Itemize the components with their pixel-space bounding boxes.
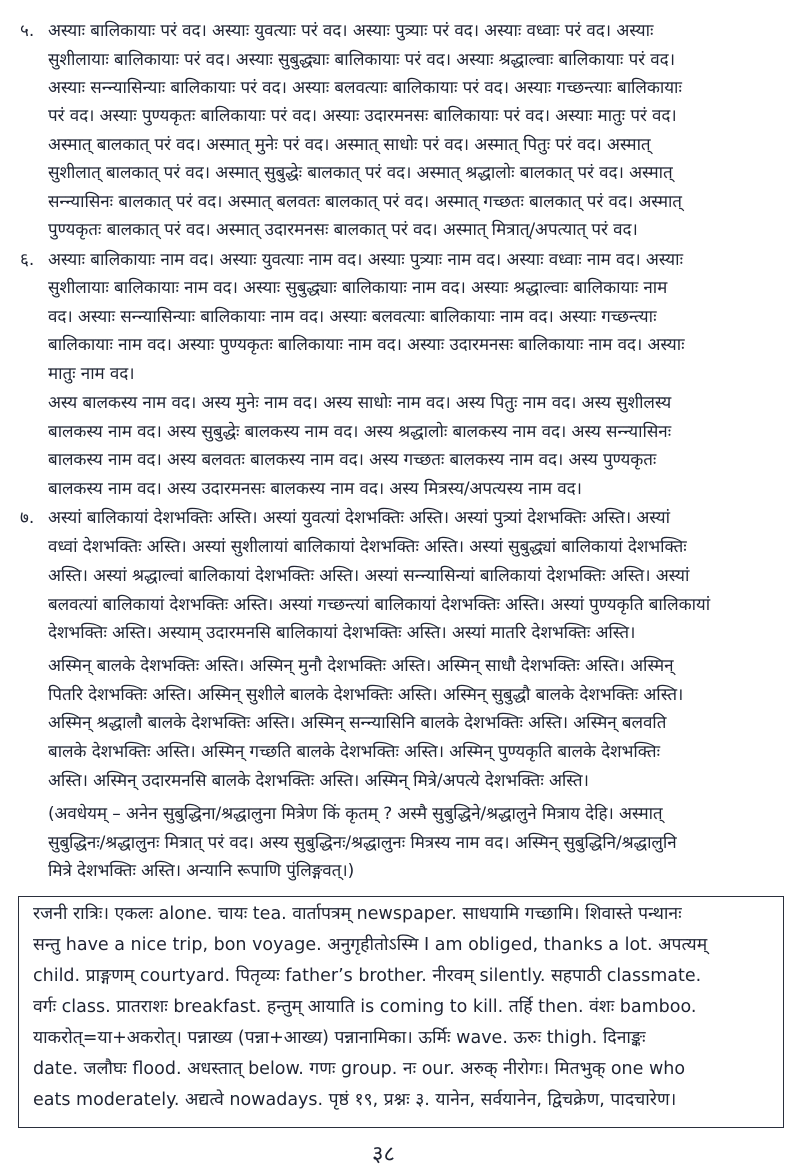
text-line: अस्मात् बालकात् परं वद। अस्मात् मुनेः परं वद। अस्मात् साधोः परं वद। अस्मात् पितुः परं वद। अस्मात् xyxy=(48,135,651,155)
section-number: ७. xyxy=(20,508,35,528)
note-line: (अवधेयम् – अनेन सुबुद्धिना/श्रद्धालुना मित्रेण किं कृतम् ? अस्मै सुबुद्धिने/श्रद्धालुने मित्राय देहि। अस्मात् xyxy=(48,804,663,824)
text-line: सुशीलायाः बालिकायाः परं वद। अस्याः सुबुद्ध्याः बालिकायाः परं वद। अस्याः श्रद्धाल्वाः बालिकायाः परं वद। xyxy=(48,50,675,70)
glossary-line: date. जलौघः flood. अधस्तात् below. गणः group. नः our. अरुक् नीरोगः। मितभुक् one who xyxy=(33,1059,686,1079)
glossary-line: child. प्राङ्गणम् courtyard. पितृव्यः father’s brother. नीरवम् silently. सहपाठी classmate. xyxy=(33,966,702,986)
glossary-line: याकरोत्=या+अकरोत्। पन्नाख्य (पन्ना+आख्य) पन्नानामिका। ऊर्मिः wave. ऊरुः thigh. दिनाङ्कः xyxy=(33,1028,646,1048)
text-line: बलवत्यां बालिकायां देशभक्तिः अस्ति। अस्यां गच्छन्त्यां बालिकायां देशभक्तिः अस्ति। अस्यां पुण्यकृति बालिकायां xyxy=(48,595,711,615)
text-line: अस्य बालकस्य नाम वद। अस्य मुनेः नाम वद। अस्य साधोः नाम वद। अस्य पितुः नाम वद। अस्य सुशीलस्य xyxy=(48,393,672,413)
text-line: अस्ति। अस्यां श्रद्धाल्वां बालिकायां देशभक्तिः अस्ति। अस्यां सन्न्यासिन्यां बालिकायां देशभक्तिः अस्ति। अस्यां xyxy=(48,566,690,586)
glossary-box xyxy=(18,896,784,1128)
text-line: बालिकायाः नाम वद। अस्याः पुण्यकृतः बालिकायाः नाम वद। अस्याः उदारमनसः बालिकायाः नाम वद। अस्याः xyxy=(48,335,685,355)
glossary-line: eats moderately. अद्यत्वे nowadays. पृष्ठं १९, प्रश्नः ३. यानेन, सर्वयानेन, द्विचक्रेण, पादचारेण। xyxy=(33,1090,677,1110)
section-number: ६. xyxy=(20,250,35,270)
section-number: ५. xyxy=(20,21,35,41)
text-line: बालकस्य नाम वद। अस्य बलवतः बालकस्य नाम वद। अस्य गच्छतः बालकस्य नाम वद। अस्य पुण्यकृतः xyxy=(48,450,657,470)
page-number: ३८ xyxy=(372,1142,395,1167)
note-line: मित्रे देशभक्तिः अस्ति। अन्यानि रूपाणि पुंलिङ्गवत्।) xyxy=(48,861,355,881)
text-line: बालकस्य नाम वद। अस्य सुबुद्धेः बालकस्य नाम वद। अस्य श्रद्धालोः बालकस्य नाम वद। अस्य सन्न्यासिनः xyxy=(48,422,672,442)
text-line: पितरि देशभक्तिः अस्ति। अस्मिन् सुशीले बालके देशभक्तिः अस्ति। अस्मिन् सुबुद्धौ बालके देशभक्तिः अस्ति। xyxy=(48,685,684,705)
glossary-line: रजनी रात्रिः। एकलः alone. चायः tea. वार्तापत्रम् newspaper. साधयामि गच्छामि। शिवास्ते पन्थानः xyxy=(33,904,682,924)
text-line: अस्याः सन्न्यासिन्याः बालिकायाः परं वद। अस्याः बलवत्याः बालिकायाः परं वद। अस्याः गच्छन्त्याः बालिकायाः xyxy=(48,78,682,98)
text-line: पुण्यकृतः बालकात् परं वद। अस्मात् उदारमनसः बालकात् परं वद। अस्मात् मित्रात्/अपत्यात् परं वद। xyxy=(48,220,638,240)
text-line: सुशीलायाः बालिकायाः नाम वद। अस्याः सुबुद्ध्याः बालिकायाः नाम वद। अस्याः श्रद्धाल्वाः बालिकायाः नाम xyxy=(48,278,668,298)
text-line: मातुः नाम वद। xyxy=(48,364,135,384)
text-line: सन्न्यासिनः बालकात् परं वद। अस्मात् बलवतः बालकात् परं वद। अस्मात् गच्छतः बालकात् परं वद। अस्मात् xyxy=(48,192,682,212)
text-line: अस्ति। अस्मिन् उदारमनसि बालके देशभक्तिः अस्ति। अस्मिन् मित्रे/अपत्ये देशभक्तिः अस्ति। xyxy=(48,771,589,791)
text-line: देशभक्तिः अस्ति। अस्याम् उदारमनसि बालिकायां देशभक्तिः अस्ति। अस्यां मातरि देशभक्तिः अस्ति। xyxy=(48,623,636,643)
text-line: अस्यां बालिकायां देशभक्तिः अस्ति। अस्यां युवत्यां देशभक्तिः अस्ति। अस्यां पुत्र्यां देशभक्तिः अस्ति। अस्यां xyxy=(48,508,670,528)
text-line: बालके देशभक्तिः अस्ति। अस्मिन् गच्छति बालके देशभक्तिः अस्ति। अस्मिन् पुण्यकृति बालके देशभक्तिः xyxy=(48,742,660,762)
text-line: परं वद। अस्याः पुण्यकृतः बालिकायाः परं वद। अस्याः उदारमनसः बालिकायाः परं वद। अस्याः मातुः परं वद। xyxy=(48,106,677,126)
text-line: अस्याः बालिकायाः नाम वद। अस्याः युवत्याः नाम वद। अस्याः पुत्र्याः नाम वद। अस्याः वध्वाः नाम वद। अस्याः xyxy=(48,250,683,270)
glossary-line: सन्तु have a nice trip, bon voyage. अनुगृहीतोऽस्मि I am obliged, thanks a lot. अपत्यम् xyxy=(33,935,708,955)
note-line: सुबुद्धिनः/श्रद्धालुनः मित्रात् परं वद। अस्य सुबुद्धिनः/श्रद्धालुनः मित्रस्य नाम वद। अस्मिन् सुबुद्धिनि/श्रद्धालुनि xyxy=(48,833,677,853)
text-line: अस्याः बालिकायाः परं वद। अस्याः युवत्याः परं वद। अस्याः पुत्र्याः परं वद। अस्याः वध्वाः परं वद। अस्याः xyxy=(48,21,654,41)
glossary-line: वर्गः class. प्रातराशः breakfast. हन्तुम् आयाति is coming to kill. तर्हि then. वंशः bamboo. xyxy=(33,997,697,1017)
text-line: अस्मिन् श्रद्धालौ बालके देशभक्तिः अस्ति। अस्मिन् सन्न्यासिनि बालके देशभक्तिः अस्ति। अस्मिन् बलवति xyxy=(48,713,667,733)
text-line: वद। अस्याः सन्न्यासिन्याः बालिकायाः नाम वद। अस्याः बलवत्याः बालिकायाः नाम वद। अस्याः गच्छन्त्याः xyxy=(48,307,657,327)
text-line: सुशीलात् बालकात् परं वद। अस्मात् सुबुद्धेः बालकात् परं वद। अस्मात् श्रद्धालोः बालकात् परं वद। अस्मात् xyxy=(48,163,673,183)
text-line: बालकस्य नाम वद। अस्य उदारमनसः बालकस्य नाम वद। अस्य मित्रस्य/अपत्यस्य नाम वद। xyxy=(48,479,582,499)
text-line: वध्वां देशभक्तिः अस्ति। अस्यां सुशीलायां बालिकायां देशभक्तिः अस्ति। अस्यां सुबुद्ध्यां बालिकायां देशभक्तिः xyxy=(48,537,687,557)
text-line: अस्मिन् बालके देशभक्तिः अस्ति। अस्मिन् मुनौ देशभक्तिः अस्ति। अस्मिन् साधौ देशभक्तिः अस्ति। अस्मिन् xyxy=(48,656,674,676)
